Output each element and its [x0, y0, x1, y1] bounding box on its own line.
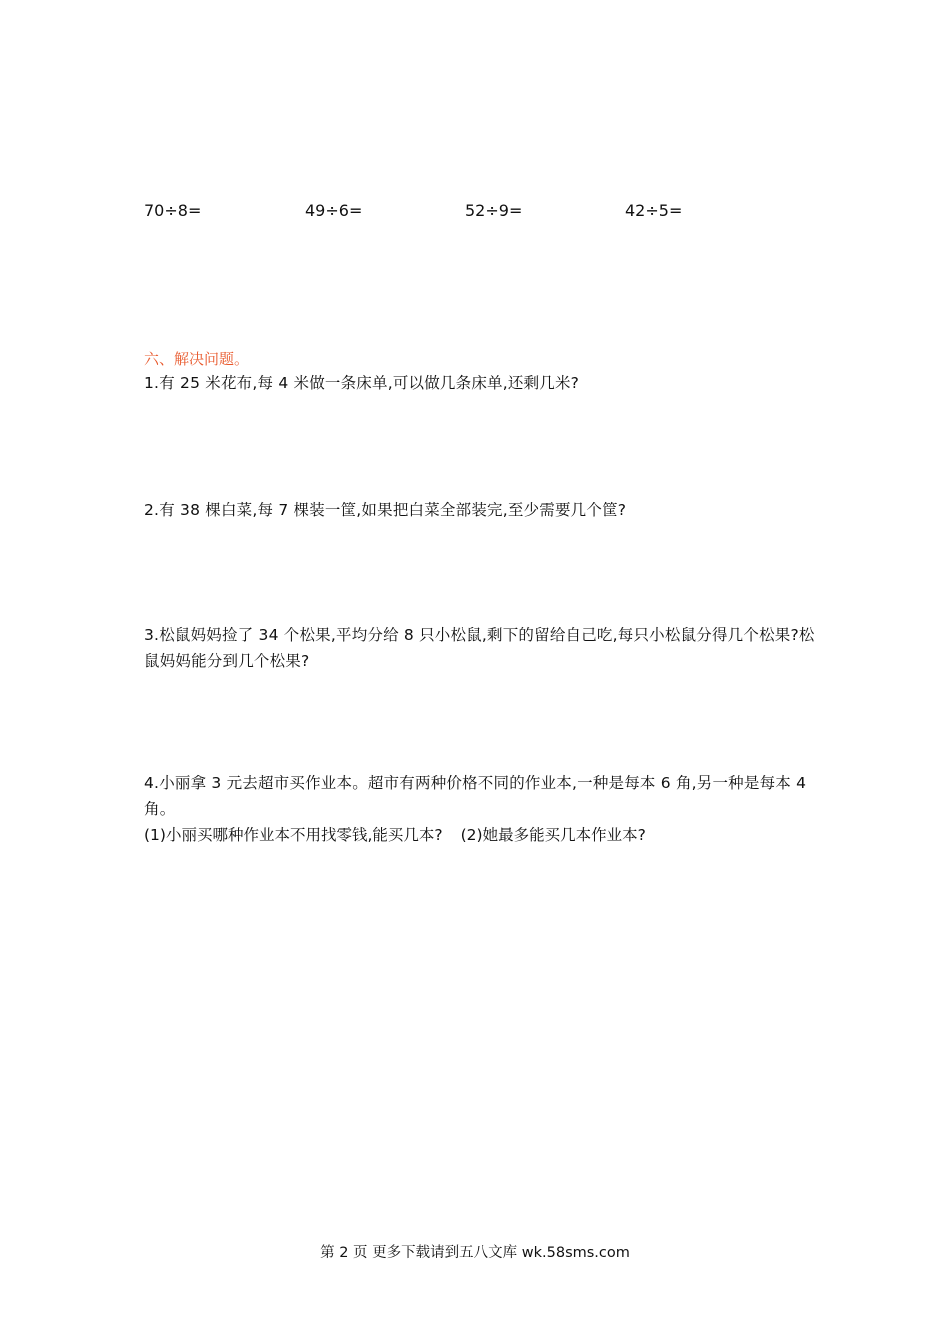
section-title: 六、解决问题。 [144, 350, 250, 368]
problem-4: 4.小丽拿 3 元去超市买作业本。超市有两种价格不同的作业本,一种是每本 6 角,另一种是每本 4 角。 [144, 774, 807, 818]
calculation-row [0, 200, 950, 224]
problem-4-question-1: (1)小丽买哪种作业本不用找零钱,能买几本? [144, 826, 443, 844]
problem-1: 1.有 25 米花布,每 4 米做一条床单,可以做几条床单,还剩几米? [144, 374, 580, 392]
problem-4-questions [144, 822, 816, 848]
calculation-item: 70÷8= [144, 201, 202, 220]
problem-4-question-2: (2)她最多能买几本作业本? [460, 826, 646, 844]
problem-3: 3.松鼠妈妈捡了 34 个松果,平均分给 8 只小松鼠,剩下的留给自己吃,每只小松鼠分得几个松果?松鼠妈妈能分到几个松果? [144, 626, 815, 670]
page-footer: 第 2 页 更多下载请到五八文库 wk.58sms.com [320, 1245, 630, 1261]
calculation-item: 49÷6= [305, 201, 363, 220]
problem-2: 2.有 38 棵白菜,每 7 棵装一筐,如果把白菜全部装完,至少需要几个筐? [144, 501, 627, 519]
calculation-item: 52÷9= [465, 201, 523, 220]
calculation-item: 42÷5= [625, 201, 683, 220]
